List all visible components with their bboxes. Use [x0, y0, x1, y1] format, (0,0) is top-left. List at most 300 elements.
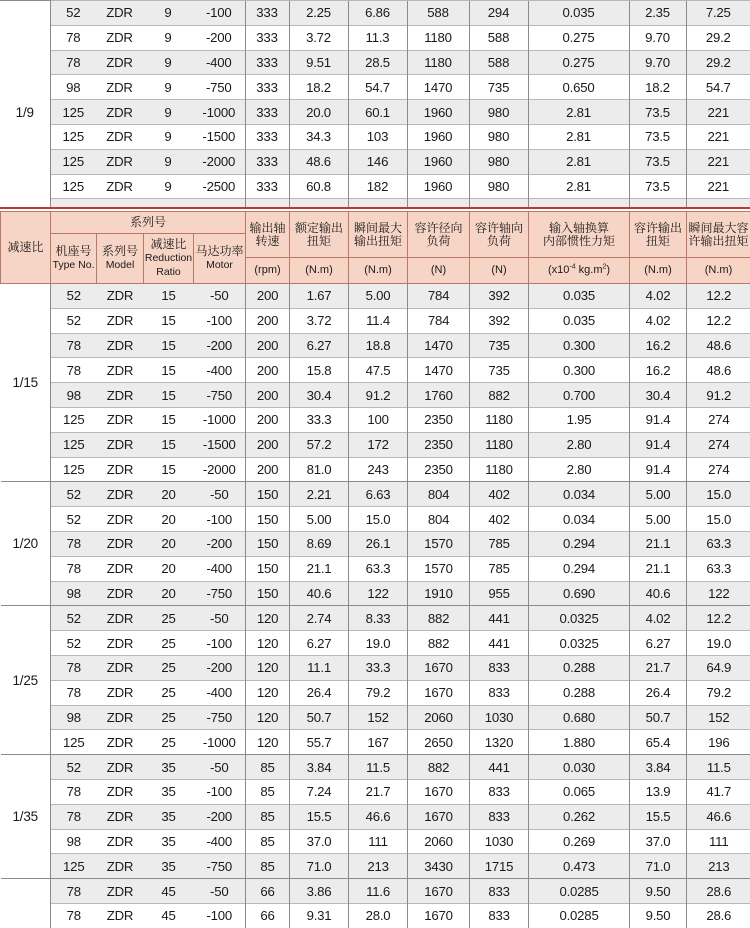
cell-inertia: 0.269 — [529, 829, 630, 854]
cell-peak-allowable-torque: 48.6 — [687, 358, 750, 383]
cell-reduction: 15 — [144, 308, 194, 333]
cell-output-speed: 150 — [246, 531, 290, 556]
cell-model: ZDR — [96, 25, 143, 50]
cell-peak-allowable-torque: 63.3 — [687, 531, 750, 556]
cell-radial-load: 2350 — [408, 457, 470, 482]
cell-model: ZDR — [97, 358, 144, 383]
cell-motor: -100 — [194, 903, 246, 927]
cell-model: ZDR — [97, 755, 144, 780]
cell-inertia: 0.680 — [529, 705, 630, 730]
cell-model: ZDR — [97, 432, 144, 457]
cell-rated-torque: 20.0 — [289, 100, 348, 125]
cell-peak-allowable-torque: 196 — [687, 730, 750, 755]
cell-model: ZDR — [97, 507, 144, 532]
cell-motor: -1500 — [194, 432, 246, 457]
cell-motor: -750 — [194, 581, 246, 606]
cell-allowable-torque: 21.1 — [630, 556, 687, 581]
cell-output-speed: 150 — [246, 556, 290, 581]
cell-reduction: 9 — [143, 100, 193, 125]
cell-radial-load: 2350 — [408, 407, 470, 432]
cell-reduction: 45 — [144, 903, 194, 927]
cell-peak-torque: 63.3 — [349, 556, 408, 581]
cell-motor: -200 — [194, 333, 246, 358]
cell-peak-allowable-torque: 79.2 — [687, 680, 750, 705]
cell-peak-allowable-torque: 111 — [687, 829, 750, 854]
cell-output-speed: 200 — [246, 358, 290, 383]
cell-axial-load: 833 — [470, 655, 529, 680]
cell-motor: -100 — [193, 1, 245, 26]
cell-rated-torque: 26.4 — [290, 680, 349, 705]
table-row — [1, 581, 750, 606]
cell-model: ZDR — [97, 284, 144, 309]
cell-allowable-torque: 5.00 — [630, 507, 687, 532]
cell-inertia: 0.0325 — [529, 606, 630, 631]
cell-motor: -100 — [194, 631, 246, 656]
cell-output-speed: 120 — [246, 631, 290, 656]
cell-motor: -50 — [194, 482, 246, 507]
cell-radial-load: 1960 — [407, 100, 469, 125]
table-row — [1, 333, 750, 358]
cell-model: ZDR — [96, 149, 143, 174]
cell-axial-load: 294 — [469, 1, 528, 26]
unit-inertia: ($x10^{-4}$ $kg.m^2$) — [529, 258, 630, 284]
cell-rated-torque: 50.7 — [290, 705, 349, 730]
cell-radial-load: 1470 — [407, 75, 469, 100]
table-row — [1, 705, 750, 730]
cell-radial-load: 588 — [407, 1, 469, 26]
cell-peak-torque: 243 — [349, 457, 408, 482]
header-series-group: 系列号 — [51, 212, 246, 234]
cell-radial-load: 1960 — [407, 149, 469, 174]
cell-output-speed: 85 — [246, 829, 290, 854]
cell-rated-torque: 9.31 — [290, 903, 349, 927]
cell-output-speed: 333 — [245, 50, 289, 75]
cell-reduction: 20 — [144, 482, 194, 507]
cell-allowable-torque: 73.5 — [629, 124, 686, 149]
cell-reduction: 20 — [144, 556, 194, 581]
cell-output-speed: 200 — [246, 432, 290, 457]
cell-model: ZDR — [97, 581, 144, 606]
cell-type-no: 78 — [51, 358, 97, 383]
cell-reduction: 15 — [144, 383, 194, 408]
table-row — [1, 507, 750, 532]
cell-type-no: 52 — [51, 507, 97, 532]
unit-nm-allow: (N.m) — [630, 258, 687, 284]
cell-axial-load: 882 — [470, 383, 529, 408]
cell-inertia: 0.288 — [529, 655, 630, 680]
cell-axial-load: 1180 — [470, 457, 529, 482]
cell-radial-load: 1570 — [408, 531, 470, 556]
ratio-cell — [1, 879, 51, 928]
cell-inertia: 0.300 — [529, 358, 630, 383]
cell-axial-load: 735 — [470, 358, 529, 383]
cell-type-no: 52 — [51, 284, 97, 309]
cell-motor: -50 — [194, 284, 246, 309]
cell-inertia: 0.0285 — [529, 903, 630, 927]
cell-model: ZDR — [96, 174, 143, 199]
table-row — [0, 124, 750, 149]
cell-radial-load: 1570 — [408, 556, 470, 581]
cell-model: ZDR — [97, 829, 144, 854]
cell-rated-torque: 37.0 — [290, 829, 349, 854]
cell-rated-torque: 48.6 — [289, 149, 348, 174]
cell-peak-allowable-torque: 15.0 — [687, 482, 750, 507]
cell-output-speed: 85 — [246, 779, 290, 804]
cell-peak-allowable-torque: 11.5 — [687, 755, 750, 780]
cell-peak-torque: 100 — [349, 407, 408, 432]
cell-peak-torque: 46.6 — [349, 804, 408, 829]
cell-output-speed: 150 — [246, 482, 290, 507]
cell-type-no: 52 — [51, 308, 97, 333]
cell-reduction: 35 — [144, 804, 194, 829]
cell-inertia: 0.288 — [529, 680, 630, 705]
cell-rated-torque: 55.7 — [290, 730, 349, 755]
cell-allowable-torque: 21.1 — [630, 531, 687, 556]
cell-axial-load: 1715 — [470, 854, 529, 879]
cell-peak-torque: 28.5 — [348, 50, 407, 75]
cell-axial-load: 833 — [470, 804, 529, 829]
cell-motor: -100 — [194, 779, 246, 804]
cell-motor: -1000 — [194, 407, 246, 432]
spec-table-top-section — [0, 0, 750, 223]
cell-inertia: 2.81 — [528, 100, 629, 125]
cell-radial-load: 1470 — [408, 333, 470, 358]
cell-peak-torque: 47.5 — [349, 358, 408, 383]
ratio-cell: 1/20 — [1, 482, 51, 606]
table-row — [1, 308, 750, 333]
cell-motor: -750 — [194, 854, 246, 879]
cell-type-no: 98 — [50, 75, 96, 100]
cell-output-speed: 85 — [246, 755, 290, 780]
cell-axial-load: 588 — [469, 25, 528, 50]
cell-rated-torque: 6.27 — [290, 631, 349, 656]
cell-allowable-torque: 9.70 — [629, 25, 686, 50]
cell-reduction: 15 — [144, 407, 194, 432]
cell-type-no: 52 — [50, 1, 96, 26]
cell-motor: -400 — [194, 680, 246, 705]
cell-rated-torque: 57.2 — [290, 432, 349, 457]
cell-output-speed: 66 — [246, 879, 290, 904]
cell-radial-load: 1760 — [408, 383, 470, 408]
cell-inertia: 0.262 — [529, 804, 630, 829]
cell-motor: -1000 — [194, 730, 246, 755]
cell-model: ZDR — [97, 606, 144, 631]
cell-reduction: 25 — [144, 631, 194, 656]
cell-peak-allowable-torque: 15.0 — [687, 507, 750, 532]
cell-reduction: 9 — [143, 75, 193, 100]
cell-allowable-torque: 4.02 — [630, 308, 687, 333]
cell-inertia: 0.034 — [529, 507, 630, 532]
table-row — [0, 50, 750, 75]
header-reduction: 减速比 Reduction Ratio — [144, 234, 194, 284]
cell-radial-load: 784 — [408, 308, 470, 333]
cell-peak-torque: 122 — [349, 581, 408, 606]
unit-nm-peak-allow: (N.m) — [687, 258, 750, 284]
header-motor: 马达功率 Motor — [194, 234, 246, 284]
table-row — [1, 804, 750, 829]
cell-type-no: 78 — [51, 779, 97, 804]
cell-peak-allowable-torque: 221 — [686, 100, 750, 125]
cell-radial-load: 1670 — [408, 879, 470, 904]
cell-allowable-torque: 50.7 — [630, 705, 687, 730]
cell-peak-allowable-torque: 28.6 — [687, 879, 750, 904]
cell-model: ZDR — [96, 1, 143, 26]
cell-output-speed: 333 — [245, 149, 289, 174]
table-row — [1, 854, 750, 879]
cell-peak-allowable-torque: 152 — [687, 705, 750, 730]
cell-axial-load: 392 — [470, 308, 529, 333]
cell-peak-torque: 172 — [349, 432, 408, 457]
cell-motor: -400 — [194, 358, 246, 383]
table-row — [1, 284, 750, 309]
cell-peak-torque: 8.33 — [349, 606, 408, 631]
cell-radial-load: 1670 — [408, 903, 470, 927]
cell-rated-torque: 71.0 — [290, 854, 349, 879]
cell-model: ZDR — [97, 655, 144, 680]
cell-peak-allowable-torque: 41.7 — [687, 779, 750, 804]
cell-rated-torque: 3.84 — [290, 755, 349, 780]
cell-radial-load: 2060 — [408, 705, 470, 730]
cell-axial-load: 955 — [470, 581, 529, 606]
table-row — [1, 482, 750, 507]
cell-peak-torque: 111 — [349, 829, 408, 854]
cell-reduction: 25 — [144, 606, 194, 631]
cell-reduction: 15 — [144, 432, 194, 457]
cell-peak-torque: 11.5 — [349, 755, 408, 780]
cell-rated-torque: 8.69 — [290, 531, 349, 556]
cell-axial-load: 402 — [470, 507, 529, 532]
cell-type-no: 125 — [50, 124, 96, 149]
cell-inertia: 0.034 — [529, 482, 630, 507]
cell-motor: -400 — [193, 50, 245, 75]
cell-allowable-torque: 30.4 — [630, 383, 687, 408]
cell-peak-allowable-torque: 7.25 — [686, 1, 750, 26]
cell-reduction: 25 — [144, 680, 194, 705]
unit-n-radial: (N) — [408, 258, 470, 284]
cell-inertia: 2.80 — [529, 457, 630, 482]
cell-axial-load: 441 — [470, 755, 529, 780]
cell-allowable-torque: 18.2 — [629, 75, 686, 100]
cell-model: ZDR — [96, 75, 143, 100]
cell-motor: -100 — [194, 308, 246, 333]
cell-inertia: 0.0285 — [529, 879, 630, 904]
cell-model: ZDR — [97, 879, 144, 904]
cell-model: ZDR — [97, 308, 144, 333]
cell-model: ZDR — [96, 100, 143, 125]
cell-axial-load: 735 — [470, 333, 529, 358]
cell-axial-load: 1320 — [470, 730, 529, 755]
cell-type-no: 78 — [51, 333, 97, 358]
cell-peak-torque: 19.0 — [349, 631, 408, 656]
cell-axial-load: 588 — [469, 50, 528, 75]
table-row — [1, 531, 750, 556]
cell-rated-torque: 2.21 — [290, 482, 349, 507]
cell-rated-torque: 6.27 — [290, 333, 349, 358]
ratio-cell: 1/15 — [1, 284, 51, 482]
table-row — [1, 903, 750, 927]
cell-output-speed: 333 — [245, 174, 289, 199]
cell-reduction: 9 — [143, 149, 193, 174]
cell-peak-torque: 91.2 — [349, 383, 408, 408]
cell-type-no: 52 — [51, 606, 97, 631]
cell-rated-torque: 15.5 — [290, 804, 349, 829]
cell-type-no: 78 — [50, 25, 96, 50]
cell-allowable-torque: 3.84 — [630, 755, 687, 780]
cell-axial-load: 392 — [470, 284, 529, 309]
cell-inertia: 0.035 — [529, 284, 630, 309]
cell-reduction: 45 — [144, 879, 194, 904]
table-row — [1, 829, 750, 854]
table-row — [1, 383, 750, 408]
cell-axial-load: 833 — [470, 779, 529, 804]
cell-model: ZDR — [97, 804, 144, 829]
cell-allowable-torque: 40.6 — [630, 581, 687, 606]
cell-axial-load: 785 — [470, 531, 529, 556]
table-row — [1, 730, 750, 755]
table-row — [1, 779, 750, 804]
cell-peak-torque: 18.8 — [349, 333, 408, 358]
ratio-cell: 1/35 — [1, 755, 51, 879]
cell-allowable-torque: 26.4 — [630, 680, 687, 705]
cell-type-no: 78 — [51, 804, 97, 829]
cell-output-speed: 200 — [246, 333, 290, 358]
cell-peak-torque: 60.1 — [348, 100, 407, 125]
cell-rated-torque: 40.6 — [290, 581, 349, 606]
cell-allowable-torque: 91.4 — [630, 432, 687, 457]
cell-output-speed: 120 — [246, 730, 290, 755]
cell-reduction: 9 — [143, 1, 193, 26]
cell-axial-load: 1180 — [470, 407, 529, 432]
cell-peak-torque: 28.0 — [349, 903, 408, 927]
cell-model: ZDR — [97, 680, 144, 705]
cell-inertia: 0.650 — [528, 75, 629, 100]
cell-rated-torque: 9.51 — [289, 50, 348, 75]
cell-axial-load: 980 — [469, 124, 528, 149]
cell-peak-allowable-torque: 221 — [686, 149, 750, 174]
cell-axial-load: 735 — [469, 75, 528, 100]
cell-output-speed: 150 — [246, 507, 290, 532]
ratio-cell: 1/9 — [0, 1, 50, 224]
cell-model: ZDR — [97, 779, 144, 804]
cell-radial-load: 2060 — [408, 829, 470, 854]
cell-model: ZDR — [97, 457, 144, 482]
header-axial-load: 容许轴向 负荷 — [470, 212, 529, 258]
cell-reduction: 35 — [144, 829, 194, 854]
cell-motor: -2000 — [194, 457, 246, 482]
cell-inertia: 1.880 — [529, 730, 630, 755]
cell-allowable-torque: 71.0 — [630, 854, 687, 879]
cell-motor: -750 — [194, 383, 246, 408]
cell-peak-allowable-torque: 63.3 — [687, 556, 750, 581]
cell-radial-load: 1670 — [408, 779, 470, 804]
cell-radial-load: 1180 — [407, 25, 469, 50]
cell-peak-torque: 15.0 — [349, 507, 408, 532]
cell-model: ZDR — [97, 730, 144, 755]
cell-motor: -400 — [194, 556, 246, 581]
spec-table-main-section — [0, 211, 750, 928]
cell-peak-torque: 213 — [349, 854, 408, 879]
header-type-no: 机座号 Type No. — [51, 234, 97, 284]
cell-inertia: 0.030 — [529, 755, 630, 780]
table-row — [1, 755, 750, 780]
cell-reduction: 15 — [144, 333, 194, 358]
cell-type-no: 98 — [51, 829, 97, 854]
cell-rated-torque: 30.4 — [290, 383, 349, 408]
cell-allowable-torque: 2.35 — [629, 1, 686, 26]
cell-axial-load: 441 — [470, 606, 529, 631]
cell-reduction: 9 — [143, 25, 193, 50]
cell-inertia: 0.035 — [529, 308, 630, 333]
cell-rated-torque: 1.67 — [290, 284, 349, 309]
cell-type-no: 78 — [51, 531, 97, 556]
ratio-cell: 1/25 — [1, 606, 51, 755]
cell-motor: -750 — [194, 705, 246, 730]
cell-allowable-torque: 4.02 — [630, 606, 687, 631]
table-row — [0, 100, 750, 125]
cell-radial-load: 882 — [408, 631, 470, 656]
cell-reduction: 15 — [144, 284, 194, 309]
table-row — [0, 1, 750, 26]
cell-reduction: 35 — [144, 854, 194, 879]
cell-output-speed: 120 — [246, 680, 290, 705]
cell-allowable-torque: 73.5 — [629, 174, 686, 199]
cell-peak-torque: 11.6 — [349, 879, 408, 904]
cell-peak-allowable-torque: 46.6 — [687, 804, 750, 829]
cell-motor: -400 — [194, 829, 246, 854]
cell-reduction: 15 — [144, 457, 194, 482]
cell-type-no: 125 — [51, 854, 97, 879]
cell-allowable-torque: 73.5 — [629, 149, 686, 174]
cell-output-speed: 85 — [246, 854, 290, 879]
cell-motor: -200 — [194, 804, 246, 829]
cell-axial-load: 980 — [469, 100, 528, 125]
cell-peak-allowable-torque: 274 — [687, 457, 750, 482]
cell-allowable-torque: 15.5 — [630, 804, 687, 829]
cell-peak-allowable-torque: 274 — [687, 407, 750, 432]
cell-inertia: 0.300 — [529, 333, 630, 358]
cell-output-speed: 200 — [246, 284, 290, 309]
cell-type-no: 125 — [50, 174, 96, 199]
unit-nm-rated: (N.m) — [290, 258, 349, 284]
cell-motor: -100 — [194, 507, 246, 532]
header-peak-allowable-torque: 瞬间最大容 许输出扭矩 — [687, 212, 750, 258]
table-row — [1, 631, 750, 656]
cell-peak-torque: 103 — [348, 124, 407, 149]
cell-inertia: 0.294 — [529, 556, 630, 581]
cell-output-speed: 120 — [246, 705, 290, 730]
cell-type-no: 98 — [51, 383, 97, 408]
cell-motor: -2500 — [193, 174, 245, 199]
cell-peak-allowable-torque: 19.0 — [687, 631, 750, 656]
cell-radial-load: 1960 — [407, 174, 469, 199]
cell-allowable-torque: 16.2 — [630, 358, 687, 383]
table-row — [0, 25, 750, 50]
cell-axial-load: 1030 — [470, 705, 529, 730]
cell-radial-load: 1910 — [408, 581, 470, 606]
cell-model: ZDR — [97, 854, 144, 879]
cell-model: ZDR — [97, 333, 144, 358]
cell-peak-torque: 11.4 — [349, 308, 408, 333]
cell-rated-torque: 21.1 — [290, 556, 349, 581]
cell-model: ZDR — [97, 383, 144, 408]
cell-rated-torque: 81.0 — [290, 457, 349, 482]
header-radial-load: 容许径向 负荷 — [408, 212, 470, 258]
cell-peak-torque: 54.7 — [348, 75, 407, 100]
cell-reduction: 20 — [144, 531, 194, 556]
cell-motor: -50 — [194, 879, 246, 904]
cell-model: ZDR — [96, 50, 143, 75]
cell-reduction: 35 — [144, 755, 194, 780]
